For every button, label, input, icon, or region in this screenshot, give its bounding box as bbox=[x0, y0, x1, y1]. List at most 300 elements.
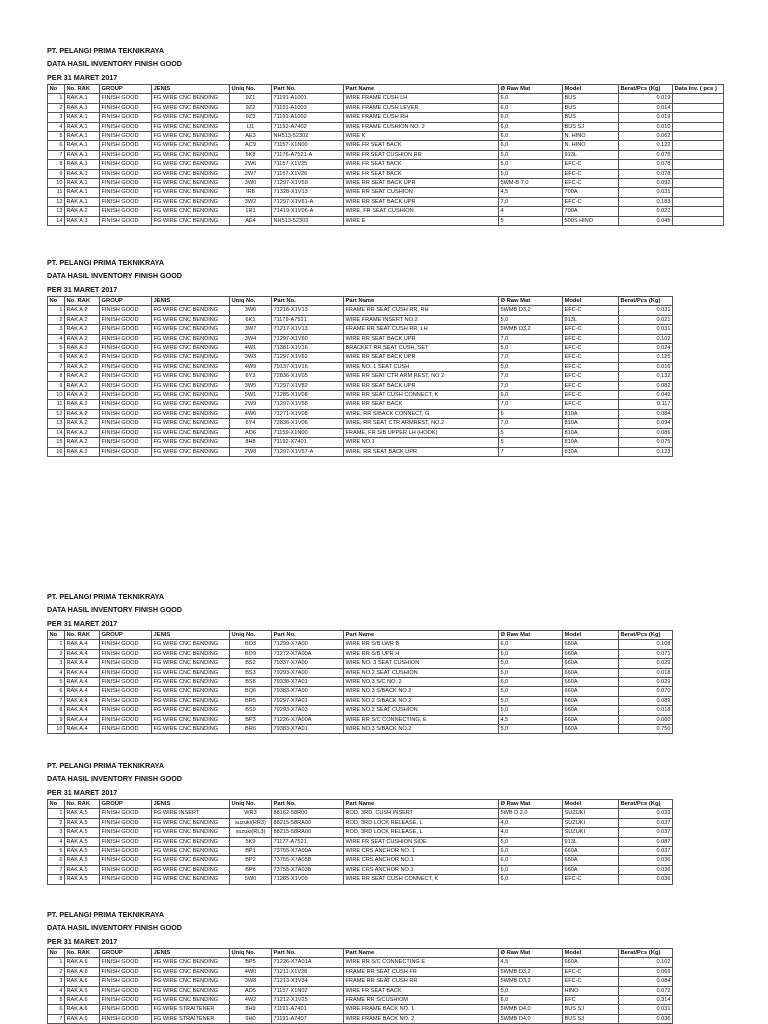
table-cell: 0.123 bbox=[619, 447, 673, 456]
table-cell: 5WMB D3,2 bbox=[499, 325, 563, 334]
report-period: PER 31 MARET 2017 bbox=[47, 285, 118, 294]
table-cell: 660A bbox=[563, 687, 619, 696]
table-cell: IR8 bbox=[230, 188, 272, 197]
table-cell bbox=[673, 179, 724, 188]
table-cell: RAK A.2 bbox=[65, 344, 100, 353]
table-cell: 0.016 bbox=[619, 362, 673, 371]
table-cell: 6Y3 bbox=[230, 372, 272, 381]
table-cell: 10 bbox=[48, 179, 65, 188]
report-period: PER 31 MARET 2017 bbox=[47, 619, 118, 628]
table-cell: 71299-X7A00 bbox=[272, 640, 344, 649]
table-cell: NH513-52303 bbox=[272, 216, 344, 225]
table-cell: SUZUKI bbox=[563, 809, 619, 818]
table-cell: FG WIRE CNC BENDING bbox=[152, 344, 230, 353]
table-cell: FG WIRE CNC BENDING bbox=[152, 325, 230, 334]
table-cell: RAK A.4 bbox=[65, 696, 100, 705]
table-cell: WIRE RR SEAT CUSH CONNECT, K bbox=[344, 391, 499, 400]
table-cell: 79337-X7A00 bbox=[272, 659, 344, 668]
table-cell: 3 bbox=[48, 659, 65, 668]
table-cell: 5 bbox=[499, 216, 563, 225]
table-cell: 4W1 bbox=[230, 344, 272, 353]
column-header: GROUP bbox=[100, 85, 152, 94]
table-cell: 0.031 bbox=[619, 306, 673, 315]
table-cell: FRAME RR SEAT CUSH FR bbox=[344, 967, 499, 976]
table-cell: 71213-X1V34 bbox=[272, 977, 344, 986]
table-cell: RAK A.5 bbox=[65, 875, 100, 884]
table-cell: IJ1 bbox=[230, 122, 272, 131]
table-cell: FG WIRE CNC BENDING bbox=[152, 715, 230, 724]
table-cell: 71285-X1V09 bbox=[272, 875, 344, 884]
table-row bbox=[48, 958, 673, 967]
table-cell: FRAME RR SEAT CUSH RR bbox=[344, 977, 499, 986]
table-cell: 14 bbox=[48, 216, 65, 225]
table-cell: FG WIRE CNC BENDING bbox=[152, 132, 230, 141]
column-header: Part Name bbox=[344, 631, 499, 640]
section-3 bbox=[47, 590, 673, 734]
table-header-row bbox=[48, 631, 673, 640]
column-header: Model bbox=[563, 297, 619, 306]
table-cell: 5,0 bbox=[499, 837, 563, 846]
table-cell: EFC-C bbox=[563, 977, 619, 986]
table-cell: 5WB D.2,0 bbox=[499, 809, 563, 818]
table-cell: 5,0 bbox=[499, 160, 563, 169]
table-row bbox=[48, 428, 673, 437]
table-row bbox=[48, 141, 724, 150]
table-cell: RAK A.2 bbox=[65, 207, 100, 216]
table-cell: FINISH GOOD bbox=[100, 132, 152, 141]
table-cell: 15 bbox=[48, 438, 65, 447]
table-cell bbox=[673, 197, 724, 206]
table-cell: FG WIRE CNC BENDING bbox=[152, 986, 230, 995]
column-header: No. RAK bbox=[65, 800, 100, 809]
table-cell: 71285-X1V08 bbox=[272, 391, 344, 400]
table-cell: 9H0 bbox=[230, 1014, 272, 1023]
inventory-table bbox=[47, 948, 673, 1024]
report-period: PER 31 MARET 2017 bbox=[47, 73, 118, 82]
table-cell: EFC-C bbox=[563, 875, 619, 884]
table-cell: FG WIRE CNC BENDING bbox=[152, 141, 230, 150]
table-cell: 7,0 bbox=[499, 381, 563, 390]
table-row bbox=[48, 353, 673, 362]
table-cell: FINISH GOOD bbox=[100, 1005, 152, 1014]
table-cell: FG WIRE INSERT bbox=[152, 809, 230, 818]
table-cell: FG WIRE CNC BENDING bbox=[152, 372, 230, 381]
table-cell: 6,0 bbox=[499, 678, 563, 687]
table-cell: BQ6 bbox=[230, 687, 272, 696]
table-cell: RAK A.5 bbox=[65, 818, 100, 827]
company-name: PT. PELANGI PRIMA TEKNIKRAYA bbox=[47, 592, 165, 601]
table-cell: 810A bbox=[563, 438, 619, 447]
table-cell: EFC-C bbox=[563, 391, 619, 400]
table-cell: EFC-C bbox=[563, 967, 619, 976]
table-cell: 88162-58R00 bbox=[272, 809, 344, 818]
table-cell: 4,0 bbox=[499, 828, 563, 837]
table-cell: 5,0 bbox=[499, 986, 563, 995]
table-cell: 0.069 bbox=[619, 967, 673, 976]
table-cell: FG WIRE CNC BENDING bbox=[152, 362, 230, 371]
column-header: JENIS bbox=[152, 949, 230, 958]
table-cell: FINISH GOOD bbox=[100, 977, 152, 986]
table-row bbox=[48, 678, 673, 687]
table-header-row bbox=[48, 85, 724, 94]
table-cell: 71157-X1V25 bbox=[272, 160, 344, 169]
table-cell: FG WIRE CNC BENDING bbox=[152, 875, 230, 884]
table-cell: 4,5 bbox=[499, 715, 563, 724]
table-cell: FINISH GOOD bbox=[100, 668, 152, 677]
column-header: GROUP bbox=[100, 631, 152, 640]
table-cell: 810A bbox=[563, 409, 619, 418]
table-cell: 73755-X7A00A bbox=[272, 847, 344, 856]
table-cell: 72836-X1V05 bbox=[272, 372, 344, 381]
table-cell: WIRE RR SEAT BACK UPR bbox=[344, 381, 499, 390]
table-cell: 71157-X1V26 bbox=[272, 169, 344, 178]
table-cell: FINISH GOOD bbox=[100, 372, 152, 381]
table-cell: AE3 bbox=[230, 132, 272, 141]
column-header: Ø Raw Mat bbox=[499, 85, 563, 94]
table-cell: 5,0 bbox=[499, 150, 563, 159]
table-row bbox=[48, 169, 724, 178]
table-cell: RAK A.6 bbox=[65, 1014, 100, 1023]
table-cell: 5W1 bbox=[230, 391, 272, 400]
table-cell: 9 bbox=[48, 715, 65, 724]
table-cell: WIRE RR SEAT BACK UPR bbox=[344, 179, 499, 188]
table-row bbox=[48, 372, 673, 381]
table-cell: FINISH GOOD bbox=[100, 409, 152, 418]
table-row bbox=[48, 334, 673, 343]
column-header: Model bbox=[563, 85, 619, 94]
table-cell: FG WIRE CNC BENDING bbox=[152, 103, 230, 112]
column-header: GROUP bbox=[100, 949, 152, 958]
table-cell: 660A bbox=[563, 715, 619, 724]
table-cell: WIRE FRAME BACK NO. 1 bbox=[344, 1005, 499, 1014]
table-row bbox=[48, 325, 673, 334]
table-cell: 660A bbox=[563, 958, 619, 967]
table-row bbox=[48, 362, 673, 371]
table-cell: 5 bbox=[48, 996, 65, 1005]
table-row bbox=[48, 818, 673, 827]
column-header: Part Name bbox=[344, 85, 499, 94]
table-cell: 660A bbox=[563, 856, 619, 865]
table-cell: 7,0 bbox=[499, 372, 563, 381]
table-cell: BUS bbox=[563, 113, 619, 122]
table-cell: 7 bbox=[48, 150, 65, 159]
table-cell: 500S HINO bbox=[563, 216, 619, 225]
company-name: PT. PELANGI PRIMA TEKNIKRAYA bbox=[47, 910, 165, 919]
table-cell: FG WIRE CNC BENDING bbox=[152, 837, 230, 846]
column-header: GROUP bbox=[100, 800, 152, 809]
table-cell: BP6 bbox=[230, 865, 272, 874]
table-cell: RAK A.1 bbox=[65, 160, 100, 169]
table-cell: FINISH GOOD bbox=[100, 188, 152, 197]
table-cell: 810A bbox=[563, 419, 619, 428]
table-cell: 660A bbox=[563, 696, 619, 705]
table-cell: 913L bbox=[563, 150, 619, 159]
table-row bbox=[48, 649, 673, 658]
table-cell: FG WIRE CNC BENDING bbox=[152, 668, 230, 677]
table-cell: FRAME RR SEAT CUSH RR, RH bbox=[344, 306, 499, 315]
table-cell: 71191-A7401 bbox=[272, 1005, 344, 1014]
table-cell: 3W2 bbox=[230, 197, 272, 206]
table-cell: WIRE RR SEAT BACK UPR bbox=[344, 334, 499, 343]
table-cell: 0.037 bbox=[619, 818, 673, 827]
table-cell: 6Y4 bbox=[230, 419, 272, 428]
table-cell: 0.033 bbox=[619, 809, 673, 818]
table-cell: FG WIRE CNC BENDING bbox=[152, 996, 230, 1005]
column-header: Ø Raw Mat bbox=[499, 297, 563, 306]
table-row bbox=[48, 188, 724, 197]
table-cell: 8 bbox=[48, 160, 65, 169]
table-cell: 4 bbox=[48, 122, 65, 131]
report-title: DATA HASIL INVENTORY FINISH GOOD bbox=[47, 59, 182, 68]
table-cell bbox=[673, 207, 724, 216]
table-row bbox=[48, 315, 673, 324]
table-cell: 79293-X7A03 bbox=[272, 706, 344, 715]
table-cell: 5,0 bbox=[499, 668, 563, 677]
table-cell: 5,0 bbox=[499, 687, 563, 696]
column-header: Uniq No. bbox=[230, 85, 272, 94]
table-cell: 0.086 bbox=[619, 428, 673, 437]
table-row bbox=[48, 725, 673, 734]
table-cell: 5WMB D4,0 bbox=[499, 1005, 563, 1014]
table-cell: FG WIRE CNC BENDING bbox=[152, 725, 230, 734]
table-cell: 73755-X7A05B bbox=[272, 856, 344, 865]
table-cell: RAK A.6 bbox=[65, 996, 100, 1005]
table-cell: FINISH GOOD bbox=[100, 986, 152, 995]
column-header: JENIS bbox=[152, 800, 230, 809]
table-cell: RAK A.2 bbox=[65, 428, 100, 437]
table-cell: RAK A.2 bbox=[65, 362, 100, 371]
table-row bbox=[48, 996, 673, 1005]
table-cell: FINISH GOOD bbox=[100, 169, 152, 178]
report-title: DATA HASIL INVENTORY FINISH GOOD bbox=[47, 774, 182, 783]
table-cell: EFC bbox=[563, 996, 619, 1005]
table-cell: WIRE RR S/B UPR H bbox=[344, 649, 499, 658]
table-cell: FINISH GOOD bbox=[100, 996, 152, 1005]
table-cell: 0.037 bbox=[619, 847, 673, 856]
column-header: JENIS bbox=[152, 297, 230, 306]
table-cell: 71216-X1V13 bbox=[272, 306, 344, 315]
table-cell: 0.031 bbox=[619, 325, 673, 334]
table-cell: 913L bbox=[563, 315, 619, 324]
table-cell: FG WIRE CNC BENDING bbox=[152, 696, 230, 705]
table-cell: 88215-58RA00 bbox=[272, 818, 344, 827]
table-cell: 5WMB D3,2 bbox=[499, 977, 563, 986]
table-cell: 6 bbox=[48, 687, 65, 696]
column-header: Part Name bbox=[344, 949, 499, 958]
table-cell: RAK A.2 bbox=[65, 409, 100, 418]
table-cell: FG WIRE CNC BENDING bbox=[152, 122, 230, 131]
inventory-table bbox=[47, 799, 673, 885]
table-cell bbox=[673, 122, 724, 131]
table-cell: 5W0 bbox=[230, 875, 272, 884]
column-header: JENIS bbox=[152, 85, 230, 94]
table-cell: SUZUKI bbox=[563, 828, 619, 837]
table-cell: 0.094 bbox=[619, 419, 673, 428]
table-cell: RAK A.4 bbox=[65, 668, 100, 677]
table-cell: BP3 bbox=[230, 715, 272, 724]
table-cell: FINISH GOOD bbox=[100, 715, 152, 724]
table-cell: suzuki(RR3) bbox=[230, 818, 272, 827]
table-cell: FG WIRE CNC BENDING bbox=[152, 94, 230, 103]
table-cell: 5WM-B 7,0 bbox=[499, 179, 563, 188]
table-cell: FG WIRE CNC BENDING bbox=[152, 847, 230, 856]
table-cell: AC9 bbox=[230, 141, 272, 150]
table-cell: 13 bbox=[48, 419, 65, 428]
table-cell: 4 bbox=[499, 207, 563, 216]
table-cell: 0.078 bbox=[619, 160, 673, 169]
table-cell: 2 bbox=[48, 818, 65, 827]
table-cell: BO9 bbox=[230, 649, 272, 658]
table-cell: FG WIRE CNC BENDING bbox=[152, 306, 230, 315]
table-cell: 72836-X1V06 bbox=[272, 419, 344, 428]
table-cell: WIRE NO.2 SEAT CUSHION bbox=[344, 668, 499, 677]
table-cell: 71297-X1V60 bbox=[272, 334, 344, 343]
table-cell: 660A bbox=[563, 659, 619, 668]
table-cell: 0.019 bbox=[619, 113, 673, 122]
table-cell: 2W9 bbox=[230, 400, 272, 409]
table-cell: FG WIRE CNC BENDING bbox=[152, 856, 230, 865]
table-cell: FINISH GOOD bbox=[100, 179, 152, 188]
table-cell: RAK A.6 bbox=[65, 977, 100, 986]
table-cell: FINISH GOOD bbox=[100, 381, 152, 390]
table-cell: WIRE, RR S/BACK CONNECT, G bbox=[344, 409, 499, 418]
table-cell: 0.132 bbox=[619, 372, 673, 381]
table-cell: EFC-C bbox=[563, 400, 619, 409]
table-cell: 4 bbox=[48, 334, 65, 343]
table-cell: WIRE FRAME CUSH RH bbox=[344, 113, 499, 122]
table-cell: 5WMB D3,2 bbox=[499, 967, 563, 976]
table-cell: WIRE FRAME BACK NO. 2 bbox=[344, 1014, 499, 1023]
table-cell: 7,0 bbox=[499, 419, 563, 428]
table-cell: RAK A.5 bbox=[65, 809, 100, 818]
table-cell: 6,0 bbox=[499, 996, 563, 1005]
table-cell: 3W0 bbox=[230, 179, 272, 188]
column-header: No bbox=[48, 85, 65, 94]
table-cell: FINISH GOOD bbox=[100, 865, 152, 874]
table-cell: BUS SJ bbox=[563, 1005, 619, 1014]
table-cell: 3W6 bbox=[230, 306, 272, 315]
table-cell: FINISH GOOD bbox=[100, 875, 152, 884]
table-cell: 660A bbox=[563, 649, 619, 658]
table-cell: WIRE FR SEAT BACK bbox=[344, 986, 499, 995]
table-cell: 0.102 bbox=[619, 958, 673, 967]
report-title: DATA HASIL INVENTORY FINISH GOOD bbox=[47, 271, 182, 280]
table-cell: WIRE FR SEAT CUSHION RR bbox=[344, 150, 499, 159]
table-cell: FG WIRE CNC BENDING bbox=[152, 447, 230, 456]
table-cell: FG WIRE CNC BENDING bbox=[152, 865, 230, 874]
table-cell: EFC-C bbox=[563, 179, 619, 188]
table-cell: FINISH GOOD bbox=[100, 847, 152, 856]
table-cell: 5,0 bbox=[499, 362, 563, 371]
table-row bbox=[48, 94, 724, 103]
table-cell: BR5 bbox=[230, 696, 272, 705]
table-cell: 810A bbox=[563, 447, 619, 456]
table-cell: 0.183 bbox=[619, 197, 673, 206]
column-header: No. RAK bbox=[65, 85, 100, 94]
table-cell: 5 bbox=[48, 678, 65, 687]
table-cell: 8H9 bbox=[230, 1005, 272, 1014]
column-header: Part No. bbox=[272, 297, 344, 306]
table-row bbox=[48, 103, 724, 112]
table-cell: RAK A.1 bbox=[65, 141, 100, 150]
table-cell: FINISH GOOD bbox=[100, 428, 152, 437]
table-row bbox=[48, 706, 673, 715]
table-cell: 0.087 bbox=[619, 837, 673, 846]
table-row bbox=[48, 400, 673, 409]
column-header: GROUP bbox=[100, 297, 152, 306]
table-cell: WIRE FRAME CUSH LEVER bbox=[344, 103, 499, 112]
table-cell: WIRE RR S/C CONNECTING, E bbox=[344, 715, 499, 724]
table-cell: 0.072 bbox=[619, 986, 673, 995]
table-cell: 3 bbox=[48, 113, 65, 122]
table-cell: 71157-X1N00 bbox=[272, 141, 344, 150]
table-cell: FINISH GOOD bbox=[100, 400, 152, 409]
table-cell: 12 bbox=[48, 197, 65, 206]
table-cell: RAK A.6 bbox=[65, 986, 100, 995]
table-cell: 5 bbox=[499, 428, 563, 437]
column-header: Model bbox=[563, 800, 619, 809]
section-4 bbox=[47, 759, 673, 885]
table-row bbox=[48, 847, 673, 856]
table-cell: RAK A.6 bbox=[65, 1005, 100, 1014]
table-cell: 71297-X1V57-A bbox=[272, 447, 344, 456]
column-header: No bbox=[48, 800, 65, 809]
table-cell: FG WIRE CNC BENDING bbox=[152, 315, 230, 324]
table-cell: FINISH GOOD bbox=[100, 334, 152, 343]
table-cell: RAK A.4 bbox=[65, 706, 100, 715]
table-cell: 0.021 bbox=[619, 315, 673, 324]
table-cell: EFC-C bbox=[563, 169, 619, 178]
table-cell: FG WIRE CNC BENDING bbox=[152, 659, 230, 668]
table-cell: 4,5 bbox=[499, 958, 563, 967]
table-cell: 913L bbox=[563, 837, 619, 846]
table-cell: 2 bbox=[48, 967, 65, 976]
table-cell: FG WIRE CNC BENDING bbox=[152, 419, 230, 428]
table-row bbox=[48, 668, 673, 677]
table-cell: ROD, 3RD LOCK RELEASE, L bbox=[344, 828, 499, 837]
table-cell: BP1 bbox=[230, 847, 272, 856]
table-cell: RAK A.2 bbox=[65, 353, 100, 362]
table-row bbox=[48, 837, 673, 846]
table-cell: 0.314 bbox=[619, 996, 673, 1005]
table-cell: 79338-X7A01 bbox=[272, 678, 344, 687]
table-cell: RAK A.5 bbox=[65, 847, 100, 856]
table-cell: 1 bbox=[48, 94, 65, 103]
inventory-table bbox=[47, 630, 673, 734]
column-header: Part No. bbox=[272, 85, 344, 94]
column-header: Ø Raw Mat bbox=[499, 631, 563, 640]
table-cell: 7,0 bbox=[499, 334, 563, 343]
table-cell bbox=[673, 141, 724, 150]
table-cell: 71297-X1V62 bbox=[272, 353, 344, 362]
column-header: Berat/Pcs (Kg) bbox=[619, 631, 673, 640]
table-cell: 660A bbox=[563, 668, 619, 677]
table-row bbox=[48, 1005, 673, 1014]
table-row bbox=[48, 977, 673, 986]
table-cell: 6,0 bbox=[499, 113, 563, 122]
table-cell bbox=[673, 132, 724, 141]
table-cell: FG WIRE CNC BENDING bbox=[152, 334, 230, 343]
table-cell: 0.045 bbox=[619, 216, 673, 225]
table-cell: 9Z3 bbox=[230, 113, 272, 122]
table-cell: 6,0 bbox=[499, 847, 563, 856]
table-cell: 7 bbox=[48, 362, 65, 371]
table-cell: FG WIRE CNC BENDING bbox=[152, 977, 230, 986]
table-cell: 71297-X1V82 bbox=[272, 381, 344, 390]
table-cell: 3 bbox=[48, 325, 65, 334]
table-cell: 71328-X1V13 bbox=[272, 188, 344, 197]
table-cell: 0.125 bbox=[619, 353, 673, 362]
